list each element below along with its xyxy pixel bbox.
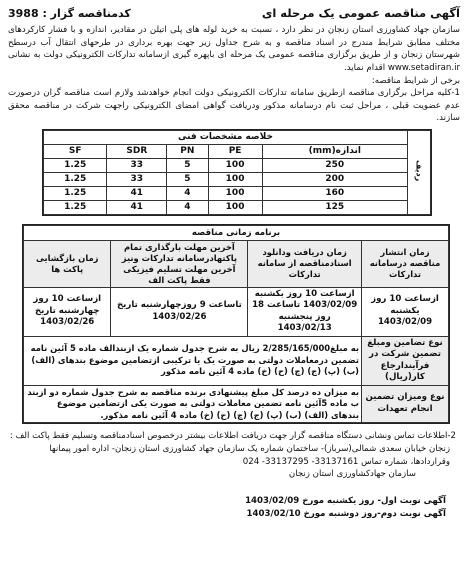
col-sf: SF — [44, 144, 107, 158]
table-row — [24, 287, 449, 336]
table-row: 200 100 5 33 1.25 — [44, 172, 431, 186]
deadline-value: تاساعت 9 روزچهارشنبه تاریخ 1403/02/26 — [111, 287, 248, 336]
guarantee-header: نوع تضامین ومبلغ تضمین شرکت در فرآیندارجاع کار(ریال) — [362, 336, 449, 385]
col-sdr: SDR — [107, 144, 167, 158]
col-docs: زمان دریافت ودانلود اسنادمناقصه از سامانه تدارکات — [248, 240, 362, 287]
opening-value: ازساعت 10 روز چهارشنبه تاریخ 1403/02/26 — [24, 287, 111, 336]
col-deadline: آخرین مهلت بارگذاری تمام پاکتهادرسامانه تدارکات ونیز آخرین مهلت تسلیم فیزیکی فقط پاکت الف — [111, 240, 248, 287]
spec-table — [42, 129, 432, 216]
contact-address: زنجان خیابان سعدی شمالی(سرباز)- ساختمان شماره یک سازمان جهاد کشاورزی استان زنجان- اداره امور پیمانها وقراردادها، شماره تماس 33137161- 33137295- 024 — [49, 443, 450, 467]
table-row — [24, 336, 449, 385]
docs-value: ازساعت 10 روز یکشنبه 1403/02/09 تاساعت 18 روز پنجشنبه 1403/02/13 — [248, 287, 362, 336]
row-header: ردیف — [408, 130, 431, 214]
col-size: اندازه(mm) — [262, 144, 407, 158]
schedule-table — [22, 224, 450, 425]
table-row: 250 100 5 33 1.25 — [44, 158, 431, 172]
schedule-caption: برنامه زمانی مناقصه — [24, 225, 449, 240]
first-ad-date: آگهی نوبت اول- روز یکشنبه مورخ 1403/02/09 — [245, 495, 446, 506]
performance-header: نوع ومیزان تضمین انجام تعهدات — [362, 385, 449, 423]
table-row: 160 100 4 41 1.25 — [44, 186, 431, 200]
guarantee-text: به مبلغ2/285/165/000 ریال به شرح جدول شماره یک ازبندالف ماده 5 آئین نامه تضمین درمعاملات دولتی به صورت یک یا ترکیبی ازتضامین موضوع بندهای (الف) (ب) (پ) (ج) (چ) (ح) (خ) ماده 4 آئین نامه مذکور — [24, 336, 362, 385]
intro-paragraph: سازمان جهاد کشاورزی استان زنجان در نظر دارد ، نسبت به خرید لوله های پلی اتیلن در مقادیر، اندازه و با فشار کارکردهای مختلف مطابق شرایط مندرج در اسناد مناقصه و به شرح جداول زیر جهت بهره برداری در طرحهای انتقال آب درسطح شهرستان زنجان و از طریق برگزاری مناقصه عمومی یک مرحله ای باپهره گیری ازسامانه تدارکات الکترونیکی دولت به نشانی www.setadiran.ir اقدام نماید. — [8, 25, 460, 73]
col-opening: زمان بازگشایی پاکت ها — [24, 240, 111, 287]
col-pn: PN — [167, 144, 208, 158]
tender-code: کدمناقصه گزار : 3988 — [8, 7, 131, 20]
contact-section — [8, 430, 460, 480]
conditions-heading: برخی از شرایط مناقصه: — [371, 76, 460, 87]
col-publish: زمان انتشار مناقصه درسامانه تدارکات — [362, 240, 449, 287]
spec-caption: خلاصه مشخصات فنی — [44, 130, 408, 144]
second-ad-date: آگهی نوبت دوم-روز دوشنبه مورخ 1403/02/10 — [246, 508, 446, 519]
notice-title: آگهی مناقصه عمومی یک مرحله ای — [261, 6, 460, 20]
table-row: 125 100 4 41 1.25 — [44, 200, 431, 214]
performance-text: به میزان ده درصد کل مبلغ پیشنهادی برنده مناقصه به شرح جدول شماره دو ازبند ب ماده 5آئین نامه تضمین معاملات دولتی به صورت یکی ازتضامین موضوع بندهای (الف) (ب) (پ) (ج) (چ) (ح) (خ) ماده 4 آئین نامه مذکور. — [24, 385, 362, 423]
ad-dates — [8, 495, 460, 521]
organization-name: سازمان جهادکشاورزی استان زنجان — [288, 469, 416, 480]
notice-header — [8, 6, 460, 22]
table-row — [24, 385, 449, 423]
condition-1: 1-کلیه مراحل برگزاری مناقصه ازطریق سامانه تدارکات الکترونیکی دولت انجام خواهدشد ولازم است مناقصه گران درصورت عدم عضویت قبلی ، مراحل ثبت نام درسامانه مذکور ودریافت گواهی امضای الکترونیکی راجهت شرکت در مناقصه محقق سازند. — [8, 88, 460, 124]
col-pe: PE — [208, 144, 262, 158]
publish-value: ازساعت 10 روز یکشنبه 1403/02/09 — [362, 287, 449, 336]
contact-info-heading: 2-اطلاعات تماس ونشانی دستگاه مناقصه گزار جهت دریافت اطلاعات بیشتر درخصوص اسنادمناقصه وتسلیم فقط پاکت الف : — [9, 431, 456, 442]
